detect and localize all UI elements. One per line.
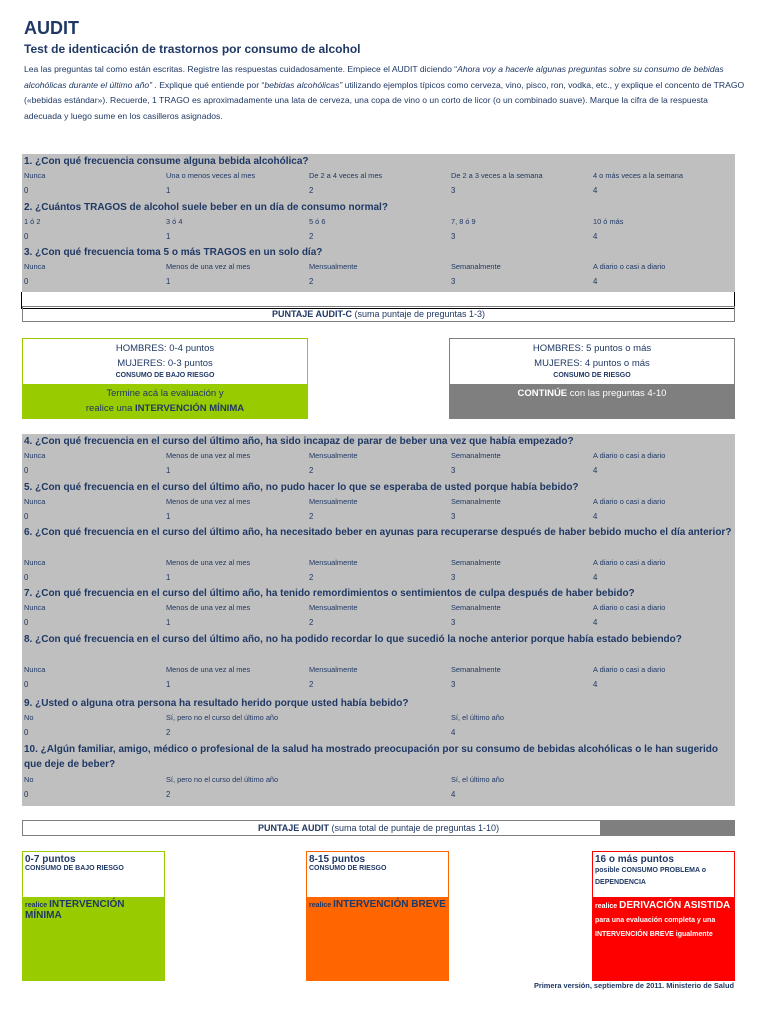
question-7-title: 7. ¿Con qué frecuencia en el curso del último año, ha tenido remordimientos o sentimientos de culpa después de haber bebido? <box>24 588 635 599</box>
question-1-option-label: 4 o más veces a la semana <box>593 171 683 180</box>
question-5-option-score[interactable]: 4 <box>593 512 598 521</box>
question-2-option-label: 1 ó 2 <box>24 217 41 226</box>
question-4-option-label: Mensualmente <box>309 451 358 460</box>
audit-c-risk-action: CONTINÚE con las preguntas 4-10 <box>449 384 735 419</box>
question-7-option-score[interactable]: 1 <box>166 618 171 627</box>
audit-c-low-risk-action: Termine acá la evaluación y realice una INTERVENCIÓN MÍNIMA <box>22 384 308 419</box>
question-1-option-score[interactable]: 0 <box>24 186 29 195</box>
audit-total-score-fill <box>600 820 735 836</box>
question-1-option-score[interactable]: 2 <box>309 186 314 195</box>
question-5-option-score[interactable]: 1 <box>166 512 171 521</box>
page-subtitle: Test de identicación de trastornos por consumo de alcohol <box>24 42 361 56</box>
question-4-option-label: Nunca <box>24 451 46 460</box>
question-10-option-score[interactable]: 2 <box>166 790 171 799</box>
question-3-option-score[interactable]: 3 <box>451 277 456 286</box>
question-6-option-score[interactable]: 4 <box>593 573 598 582</box>
question-6-option-label: Mensualmente <box>309 558 358 567</box>
question-2-option-score[interactable]: 3 <box>451 232 456 241</box>
question-3-option-label: Semanalmente <box>451 262 501 271</box>
question-8-option-label: Semanalmente <box>451 665 501 674</box>
question-8-option-label: Menos de una vez al mes <box>166 665 251 674</box>
question-4-option-score[interactable]: 3 <box>451 466 456 475</box>
question-10-option-label: No <box>24 775 34 784</box>
question-10-option-label: Sí, el último año <box>451 775 504 784</box>
question-7-option-label: Semanalmente <box>451 603 501 612</box>
question-1-option-label: Nunca <box>24 171 46 180</box>
question-2-option-score[interactable]: 0 <box>24 232 29 241</box>
question-3-option-score[interactable]: 4 <box>593 277 598 286</box>
page-title: AUDIT <box>24 18 79 38</box>
question-3-option-label: Mensualmente <box>309 262 358 271</box>
question-6-option-label: Menos de una vez al mes <box>166 558 251 567</box>
risk-label: CONSUMO DE RIESGO <box>553 372 631 379</box>
question-4-title: 4. ¿Con qué frecuencia en el curso del último año, ha sido incapaz de parar de beber una vez que había empezado? <box>24 436 574 447</box>
question-5-option-label: Semanalmente <box>451 497 501 506</box>
question-2-option-label: 5 ó 6 <box>309 217 326 226</box>
question-5-title: 5. ¿Con qué frecuencia en el curso del último año, no pudo hacer lo que se esperaba de usted porque había bebido? <box>24 482 579 493</box>
instructions-paragraph: Lea las preguntas tal como están escritas. Registre las respuestas cuidadosamente. Empiece el AUDIT diciendo “Ahora voy a hacerle algunas preguntas sobre su consumo de bebidas alcohólicas durante el último año” . Explique qué entiende por “bebidas alcohólicas” utilizando ejemplos típicos como cerveza, vino, pisco, ron, vodka, etc., y explique el concento de TRAGO («bebidas estándar»). Recuerde, 1 TRAGO es aproximadamente una lata de cerveza, una copa de vino o un corto de licor (o un combinado suave). Marque la cifra de la respuesta adecuada y luego sume en los casilleros asignados. <box>24 64 745 121</box>
question-9-option-label: Sí, el último año <box>451 713 504 722</box>
range-mid-box: 8-15 puntos CONSUMO DE RIESGO <box>306 851 449 897</box>
question-8-option-score[interactable]: 2 <box>309 680 314 689</box>
question-8-option-score[interactable]: 1 <box>166 680 171 689</box>
question-7-option-label: A diario o casi a diario <box>593 603 666 612</box>
question-9-option-score[interactable]: 2 <box>166 728 171 737</box>
question-5-option-label: A diario o casi a diario <box>593 497 666 506</box>
question-2-title: 2. ¿Cuántos TRAGOS de alcohol suele beber en un día de consumo normal? <box>24 202 388 213</box>
question-1-option-score[interactable]: 1 <box>166 186 171 195</box>
question-8-option-label: Nunca <box>24 665 46 674</box>
question-4-option-score[interactable]: 4 <box>593 466 598 475</box>
question-10-title: 10. ¿Algún familiar, amigo, médico o profesional de la salud ha mostrado preocupación por su consumo de bebidas alcohólicas o le han sugerido que deje de beber? <box>24 744 719 770</box>
audit-c-score-line: PUNTAJE AUDIT-C (suma puntaje de preguntas 1-3) <box>22 306 735 322</box>
question-7-option-score[interactable]: 4 <box>593 618 598 627</box>
question-1-option-score[interactable]: 3 <box>451 186 456 195</box>
range-low-action: realice INTERVENCIÓN MÍNIMA <box>22 897 165 981</box>
low-risk-men-range: HOMBRES: 0-4 puntos <box>115 343 215 354</box>
question-7-option-score[interactable]: 3 <box>451 618 456 627</box>
risk-men-range: HOMBRES: 5 puntos o más <box>532 343 652 354</box>
question-6-option-label: Semanalmente <box>451 558 501 567</box>
question-3-option-label: Nunca <box>24 262 46 271</box>
question-8-title: 8. ¿Con qué frecuencia en el curso del último año, no ha podido recordar lo que sucedió la noche anterior porque había estado bebiendo? <box>24 634 682 645</box>
audit-c-low-risk-box <box>22 338 308 384</box>
question-6-option-label: Nunca <box>24 558 46 567</box>
question-7-option-score[interactable]: 2 <box>309 618 314 627</box>
question-4-option-label: A diario o casi a diario <box>593 451 666 460</box>
range-low-box: 0-7 puntos CONSUMO DE BAJO RIESGO <box>22 851 165 897</box>
question-2-option-label: 7, 8 ó 9 <box>451 217 476 226</box>
question-4-option-score[interactable]: 1 <box>166 466 171 475</box>
low-risk-women-range: MUJERES: 0-3 puntos <box>117 358 213 369</box>
question-1-title: 1. ¿Con qué frecuencia consume alguna bebida alcohólica? <box>24 156 309 167</box>
question-5-option-score[interactable]: 2 <box>309 512 314 521</box>
question-8-option-score[interactable]: 3 <box>451 680 456 689</box>
question-8-option-score[interactable]: 4 <box>593 680 598 689</box>
question-1-option-label: Una o menos veces al mes <box>166 171 256 180</box>
question-2-option-score[interactable]: 1 <box>166 232 171 241</box>
question-5-option-score[interactable]: 3 <box>451 512 456 521</box>
question-3-option-score[interactable]: 1 <box>166 277 171 286</box>
question-7-option-label: Menos de una vez al mes <box>166 603 251 612</box>
question-2-option-label: 10 ó más <box>593 217 624 226</box>
question-2-option-score[interactable]: 2 <box>309 232 314 241</box>
question-6-title: 6. ¿Con qué frecuencia en el curso del último año, ha necesitado beber en ayunas para recuperarse después de haber bebido mucho el día anterior? <box>24 527 732 538</box>
question-5-option-label: Nunca <box>24 497 46 506</box>
question-5-option-label: Mensualmente <box>309 497 358 506</box>
question-1-option-score[interactable]: 4 <box>593 186 598 195</box>
question-6-option-score[interactable]: 2 <box>309 573 314 582</box>
question-7-option-label: Mensualmente <box>309 603 358 612</box>
audit-total-score-line: PUNTAJE AUDIT (suma total de puntaje de preguntas 1-10) <box>22 820 735 836</box>
question-9-option-label: Sí, pero no el curso del último año <box>166 713 279 722</box>
question-3-option-score[interactable]: 2 <box>309 277 314 286</box>
question-10-option-score[interactable]: 0 <box>24 790 29 799</box>
question-9-option-score[interactable]: 4 <box>451 728 456 737</box>
question-6-option-score[interactable]: 0 <box>24 573 29 582</box>
question-9-option-score[interactable]: 0 <box>24 728 29 737</box>
question-7-option-score[interactable]: 0 <box>24 618 29 627</box>
question-4-option-label: Semanalmente <box>451 451 501 460</box>
question-3-title: 3. ¿Con qué frecuencia toma 5 o más TRAGOS en un solo día? <box>24 247 323 258</box>
range-high-action: realice DERIVACIÓN ASISTIDA para una evaluación completa y una INTERVENCIÓN BREVE igualmente <box>592 897 735 981</box>
question-7-option-label: Nunca <box>24 603 46 612</box>
question-2-option-score[interactable]: 4 <box>593 232 598 241</box>
question-4-option-score[interactable]: 2 <box>309 466 314 475</box>
question-9-option-label: No <box>24 713 34 722</box>
question-8-option-label: A diario o casi a diario <box>593 665 666 674</box>
question-8-option-score[interactable]: 0 <box>24 680 29 689</box>
range-mid-action: realice INTERVENCIÓN BREVE <box>306 897 449 981</box>
question-1-option-label: De 2 a 4 veces al mes <box>309 171 383 180</box>
question-10-option-label: Sí, pero no el curso del último año <box>166 775 279 784</box>
question-3-option-label: A diario o casi a diario <box>593 262 666 271</box>
question-6-option-label: A diario o casi a diario <box>593 558 666 567</box>
range-high-box: 16 o más puntos posible CONSUMO PROBLEMA o DEPENDENCIA <box>592 851 735 897</box>
question-8-option-label: Mensualmente <box>309 665 358 674</box>
low-risk-label: CONSUMO DE BAJO RIESGO <box>115 372 215 379</box>
risk-women-range: MUJERES: 4 puntos o más <box>534 358 650 369</box>
question-2-option-label: 3 ó 4 <box>166 217 183 226</box>
question-6-option-score[interactable]: 3 <box>451 573 456 582</box>
question-1-option-label: De 2 a 3 veces a la semana <box>451 171 543 180</box>
question-5-option-label: Menos de una vez al mes <box>166 497 251 506</box>
question-10-option-score[interactable]: 4 <box>451 790 456 799</box>
question-6-option-score[interactable]: 1 <box>166 573 171 582</box>
question-3-option-label: Menos de una vez al mes <box>166 262 251 271</box>
question-5-option-score[interactable]: 0 <box>24 512 29 521</box>
footer-credit: Primera versión, septiembre de 2011. Ministerio de Salud <box>533 981 734 990</box>
question-4-option-score[interactable]: 0 <box>24 466 29 475</box>
question-4-option-label: Menos de una vez al mes <box>166 451 251 460</box>
question-3-option-score[interactable]: 0 <box>24 277 29 286</box>
audit-c-risk-box <box>449 338 735 384</box>
question-9-title: 9. ¿Usted o alguna otra persona ha resultado herido porque usted había bebido? <box>24 698 409 709</box>
